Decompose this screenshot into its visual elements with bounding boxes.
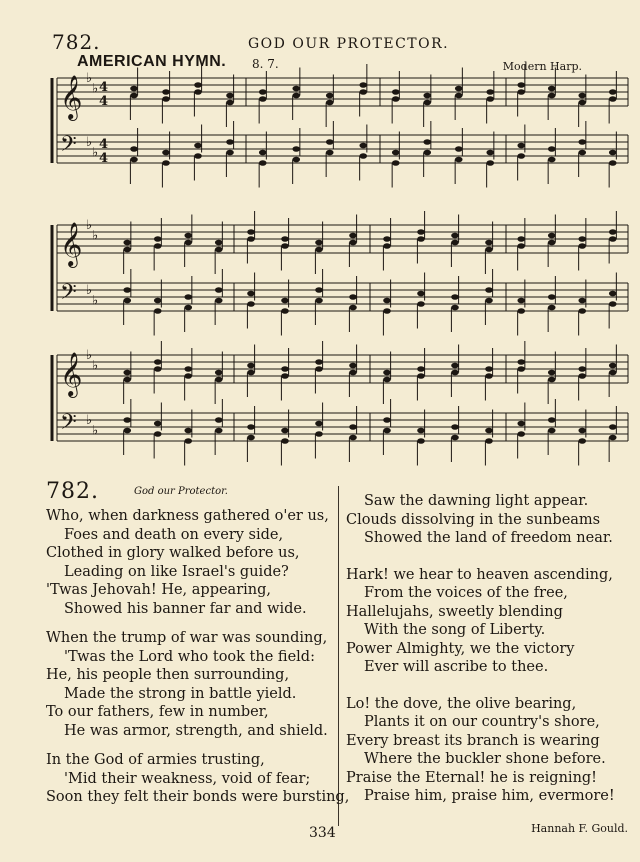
- note-head: [392, 160, 400, 166]
- note-head: [281, 236, 289, 242]
- key-flat: ♭: [86, 135, 93, 150]
- note-head: [259, 150, 267, 156]
- verse-line: He, his people then surrounding,: [46, 667, 290, 683]
- note-head: [578, 139, 586, 145]
- note-head: [517, 298, 525, 304]
- verse-line: To our fathers, few in number,: [46, 704, 269, 720]
- note-head: [315, 240, 323, 246]
- note-head: [548, 146, 556, 152]
- note-head: [292, 157, 300, 163]
- note-head: [154, 431, 162, 437]
- note-head: [383, 308, 391, 314]
- note-head: [154, 243, 162, 249]
- note-head: [359, 153, 367, 159]
- note-head: [417, 373, 425, 379]
- treble-clef: 𝄞: [60, 352, 83, 396]
- note-head: [162, 160, 170, 166]
- note-head: [609, 89, 617, 95]
- note-head: [215, 298, 223, 304]
- note-head: [517, 153, 525, 159]
- verse-line: In the God of armies trusting,: [46, 752, 265, 768]
- treble-clef: 𝄞: [60, 75, 83, 119]
- note-head: [326, 93, 334, 99]
- note-head: [130, 93, 138, 99]
- verse-line: He was armor, strength, and shield.: [64, 722, 328, 739]
- note-head: [451, 363, 459, 369]
- key-flat: ♭: [92, 81, 99, 97]
- page-number: 334: [309, 825, 336, 841]
- note-head: [247, 236, 255, 242]
- note-head: [485, 287, 493, 293]
- hymn-subtitle: God our Protector.: [134, 486, 228, 497]
- note-head: [451, 370, 459, 376]
- verse-column-left: [46, 507, 349, 807]
- note-head: [417, 438, 425, 444]
- note-head: [315, 359, 323, 365]
- note-head: [548, 233, 556, 239]
- note-head: [486, 96, 494, 102]
- note-head: [578, 366, 586, 372]
- tune-name: AMERICAN HYMN.: [77, 53, 227, 70]
- note-head: [162, 96, 170, 102]
- note-head: [154, 366, 162, 372]
- note-head: [417, 236, 425, 242]
- note-head: [548, 428, 556, 434]
- verse-line: Ever will ascribe to thee.: [364, 659, 549, 675]
- note-head: [548, 294, 556, 300]
- note-head: [326, 139, 334, 145]
- note-head: [609, 370, 617, 376]
- verse-line: Showed his banner far and wide.: [64, 600, 307, 617]
- bass-clef: 𝄢: [60, 132, 77, 162]
- note-head: [455, 146, 463, 152]
- note-head: [349, 435, 357, 441]
- note-head: [423, 150, 431, 156]
- note-head: [281, 298, 289, 304]
- note-head: [517, 82, 525, 88]
- note-head: [247, 291, 255, 297]
- note-head: [548, 86, 556, 92]
- note-head: [184, 305, 192, 311]
- key-flat: ♭: [92, 423, 99, 439]
- verse-line: Every breast its branch is wearing: [346, 732, 600, 749]
- note-head: [609, 150, 617, 156]
- note-head: [247, 363, 255, 369]
- note-head: [194, 89, 202, 95]
- note-head: [485, 240, 493, 246]
- note-head: [548, 305, 556, 311]
- note-head: [485, 428, 493, 434]
- note-head: [215, 247, 223, 253]
- note-head: [485, 438, 493, 444]
- note-head: [315, 431, 323, 437]
- note-head: [349, 305, 357, 311]
- note-head: [609, 96, 617, 102]
- note-head: [215, 428, 223, 434]
- note-head: [215, 240, 223, 246]
- note-head: [578, 438, 586, 444]
- key-flat: ♭: [92, 293, 99, 309]
- hymn-number: 782.: [46, 479, 99, 504]
- key-flat: ♭: [92, 228, 99, 244]
- verse-line: Foes and death on every side,: [64, 526, 284, 543]
- note-head: [517, 243, 525, 249]
- note-head: [247, 424, 255, 430]
- note-head: [451, 424, 459, 430]
- treble-clef: 𝄞: [60, 222, 83, 266]
- note-head: [123, 247, 131, 253]
- note-head: [349, 424, 357, 430]
- note-head: [485, 247, 493, 253]
- verse-line: From the voices of the free,: [364, 585, 568, 601]
- key-flat: ♭: [92, 358, 99, 374]
- note-head: [383, 236, 391, 242]
- note-head: [392, 89, 400, 95]
- note-head: [578, 236, 586, 242]
- bass-clef: 𝄢: [60, 410, 77, 440]
- note-head: [383, 417, 391, 423]
- note-head: [485, 366, 493, 372]
- verse-line: 'Twas Jehovah! He, appearing,: [46, 582, 271, 598]
- note-head: [609, 236, 617, 242]
- note-head: [123, 298, 131, 304]
- verse-line: 'Mid their weakness, void of fear;: [64, 770, 311, 787]
- note-head: [349, 294, 357, 300]
- note-head: [184, 233, 192, 239]
- note-head: [485, 298, 493, 304]
- note-head: [451, 240, 459, 246]
- note-head: [130, 146, 138, 152]
- verse-line: Clothed in glory walked before us,: [46, 545, 300, 561]
- note-head: [578, 93, 586, 99]
- note-head: [517, 366, 525, 372]
- note-head: [292, 93, 300, 99]
- note-head: [349, 370, 357, 376]
- note-head: [281, 366, 289, 372]
- note-head: [417, 366, 425, 372]
- note-head: [154, 298, 162, 304]
- note-head: [315, 366, 323, 372]
- note-head: [259, 89, 267, 95]
- verse-line: With the song of Liberty.: [364, 622, 546, 638]
- verse-line: Where the buckler shone before.: [364, 751, 606, 767]
- verse-line: Lo! the dove, the olive bearing,: [346, 695, 577, 712]
- note-head: [578, 373, 586, 379]
- note-head: [326, 100, 334, 106]
- note-head: [226, 150, 234, 156]
- note-head: [517, 431, 525, 437]
- stanza: [46, 751, 349, 807]
- note-head: [184, 294, 192, 300]
- note-head: [247, 229, 255, 235]
- note-head: [123, 377, 131, 383]
- note-head: [517, 236, 525, 242]
- note-head: [548, 377, 556, 383]
- key-flat: ♭: [86, 348, 93, 363]
- note-head: [383, 428, 391, 434]
- stanza: [346, 492, 615, 548]
- page-title: GOD OUR PROTECTOR.: [248, 36, 450, 52]
- note-head: [578, 428, 586, 434]
- verse-line: Power Almighty, we the victory: [346, 640, 575, 657]
- note-head: [247, 435, 255, 441]
- note-head: [226, 93, 234, 99]
- note-head: [326, 150, 334, 156]
- note-head: [548, 93, 556, 99]
- bass-clef: 𝄢: [60, 280, 77, 310]
- time-signature-bottom: 4: [99, 94, 109, 109]
- note-head: [154, 236, 162, 242]
- note-head: [423, 139, 431, 145]
- hymn-number-top: 782.: [52, 30, 101, 54]
- note-head: [451, 233, 459, 239]
- verse-line: Saw the dawning light appear.: [364, 493, 589, 509]
- note-head: [226, 100, 234, 106]
- time-signature-bottom: 4: [99, 151, 109, 166]
- note-head: [292, 86, 300, 92]
- note-head: [259, 96, 267, 102]
- note-head: [548, 417, 556, 423]
- verse-line: Soon they felt their bonds were bursting,: [46, 789, 350, 805]
- note-head: [383, 370, 391, 376]
- note-head: [359, 89, 367, 95]
- note-head: [486, 89, 494, 95]
- note-head: [281, 438, 289, 444]
- note-head: [154, 421, 162, 427]
- note-head: [123, 370, 131, 376]
- note-head: [359, 143, 367, 149]
- note-head: [184, 240, 192, 246]
- note-head: [455, 157, 463, 163]
- key-flat: ♭: [86, 413, 93, 428]
- note-head: [517, 143, 525, 149]
- note-head: [451, 305, 459, 311]
- note-head: [548, 240, 556, 246]
- note-head: [451, 294, 459, 300]
- note-head: [485, 373, 493, 379]
- note-head: [281, 373, 289, 379]
- note-head: [609, 291, 617, 297]
- tune-source: Modern Harp.: [502, 60, 582, 73]
- key-flat: ♭: [86, 283, 93, 298]
- note-head: [578, 308, 586, 314]
- verse-line: Made the strong in battle yield.: [64, 685, 297, 702]
- note-head: [281, 308, 289, 314]
- note-head: [349, 233, 357, 239]
- note-head: [548, 370, 556, 376]
- note-head: [215, 370, 223, 376]
- stanza: [346, 566, 615, 677]
- note-head: [609, 229, 617, 235]
- note-head: [184, 366, 192, 372]
- note-head: [548, 157, 556, 163]
- note-head: [451, 435, 459, 441]
- note-head: [247, 301, 255, 307]
- key-flat: ♭: [92, 145, 99, 161]
- note-head: [392, 150, 400, 156]
- note-head: [315, 298, 323, 304]
- note-head: [194, 82, 202, 88]
- note-head: [259, 160, 267, 166]
- note-head: [184, 438, 192, 444]
- time-signature-top: 4: [99, 137, 109, 152]
- verse-column-right: [346, 492, 615, 806]
- verse-line: Plants it on our country's shore,: [364, 714, 600, 730]
- note-head: [417, 301, 425, 307]
- key-flat: ♭: [86, 71, 93, 86]
- verse-line: Praise the Eternal! he is reigning!: [346, 769, 598, 786]
- note-head: [383, 243, 391, 249]
- note-head: [609, 424, 617, 430]
- note-head: [517, 421, 525, 427]
- meter: 8. 7.: [252, 57, 279, 71]
- note-head: [349, 240, 357, 246]
- note-head: [292, 146, 300, 152]
- note-head: [215, 287, 223, 293]
- note-head: [123, 287, 131, 293]
- note-head: [194, 153, 202, 159]
- note-head: [383, 298, 391, 304]
- stanza: [346, 695, 615, 806]
- note-head: [359, 82, 367, 88]
- note-head: [383, 377, 391, 383]
- note-head: [315, 287, 323, 293]
- verse-line: Hallelujahs, sweetly blending: [346, 603, 563, 620]
- note-head: [154, 308, 162, 314]
- note-head: [486, 160, 494, 166]
- note-head: [154, 359, 162, 365]
- note-head: [194, 143, 202, 149]
- note-head: [423, 93, 431, 99]
- note-head: [486, 150, 494, 156]
- note-head: [123, 417, 131, 423]
- verse-line: Who, when darkness gathered o'er us,: [46, 508, 329, 524]
- note-head: [578, 150, 586, 156]
- verse-line: Showed the land of freedom near.: [364, 530, 613, 546]
- note-head: [247, 370, 255, 376]
- note-head: [517, 359, 525, 365]
- verse-line: Clouds dissolving in the sunbeams: [346, 511, 601, 528]
- note-head: [417, 428, 425, 434]
- note-head: [215, 377, 223, 383]
- key-flat: ♭: [86, 218, 93, 233]
- note-head: [423, 100, 431, 106]
- note-head: [578, 298, 586, 304]
- note-head: [123, 428, 131, 434]
- note-head: [123, 240, 131, 246]
- note-head: [315, 247, 323, 253]
- verse-line: When the trump of war was sounding,: [46, 630, 328, 646]
- note-head: [130, 157, 138, 163]
- note-head: [609, 301, 617, 307]
- note-head: [455, 86, 463, 92]
- verse-line: Leading on like Israel's guide?: [64, 563, 289, 580]
- note-head: [162, 89, 170, 95]
- note-head: [226, 139, 234, 145]
- verse-line: Praise him, praise him, evermore!: [364, 788, 615, 804]
- stanza: [46, 629, 349, 740]
- note-head: [455, 93, 463, 99]
- note-head: [392, 96, 400, 102]
- note-head: [184, 428, 192, 434]
- note-head: [417, 291, 425, 297]
- note-head: [315, 421, 323, 427]
- note-head: [517, 308, 525, 314]
- time-signature-top: 4: [99, 80, 109, 95]
- note-head: [162, 150, 170, 156]
- note-head: [609, 160, 617, 166]
- note-head: [130, 86, 138, 92]
- note-head: [349, 363, 357, 369]
- stanza: [46, 507, 349, 618]
- note-head: [609, 363, 617, 369]
- note-head: [578, 100, 586, 106]
- note-head: [281, 243, 289, 249]
- note-head: [578, 243, 586, 249]
- note-head: [215, 417, 223, 423]
- author: Hannah F. Gould.: [531, 822, 628, 835]
- note-head: [517, 89, 525, 95]
- verse-line: Hark! we hear to heaven ascending,: [346, 566, 613, 583]
- verse-line: 'Twas the Lord who took the field:: [64, 648, 315, 665]
- note-head: [184, 373, 192, 379]
- note-head: [281, 428, 289, 434]
- note-head: [417, 229, 425, 235]
- note-head: [609, 435, 617, 441]
